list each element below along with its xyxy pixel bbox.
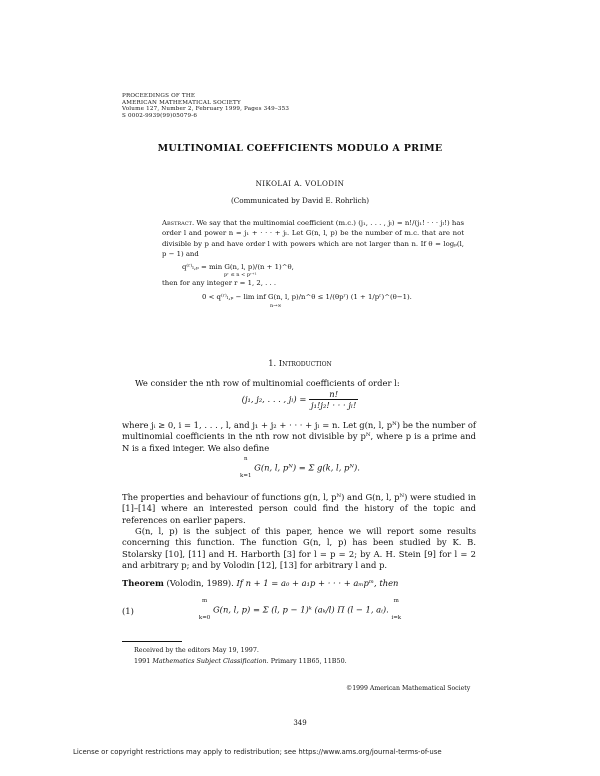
abstract-label: Abstract. (162, 219, 195, 227)
abstract-formula-2-main: 0 < q⁽ʳ⁾ₗ,ₚ − lim inf G(n, l, p)/n^θ ≤ 1/(θpʳ) (1 + 1/pʳ)^(θ−1). (202, 293, 412, 302)
equation-multinomial (0, 389, 600, 410)
author-name: NIKOLAI A. VOLODIN (255, 179, 345, 188)
section-title: Introduction (278, 358, 332, 368)
communicated-by: (Communicated by David E. Rohrlich) (230, 196, 370, 205)
equation-1-main: G(n, l, p) = Σ (l, p − 1)ᵏ (aₖ/l) Π (l − 1, aᵢ). (212, 604, 389, 615)
equation-1-tag: (1) (122, 606, 134, 616)
equation-1-prod-lower: i=k (391, 615, 402, 621)
abstract-formula-2-sub: n→∞ (270, 302, 282, 309)
abstract (162, 218, 464, 309)
equation-G-main: G(n, l, pᴺ) = Σ g(k, l, pᴺ). (254, 462, 360, 473)
abstract-text-1: We say that the multinomial coefficient (m.c.) (j₁, . . . , jₗ) = n!/(j₁! · · · jₗ!) has order l and power n = j₁ + · · · + jₗ. Let G(n, l, p) be the number of m.c. that are not divisible by p and have order l with powers which are not larger than n. If θ = logₚ(l, p − 1) and (162, 219, 464, 259)
abstract-text-2: then for any integer r = 1, 2, . . . (162, 279, 277, 288)
paragraph-1: We consider the nth row of multinomial coefficients of order l: (135, 378, 400, 388)
equation-1-prod-upper: m (393, 598, 399, 604)
abstract-formula-1 (162, 262, 464, 278)
equation-1 (0, 598, 600, 622)
equation-1-prod-limits (391, 598, 401, 622)
footnote-msc-codes: Primary 11B65, 11B50. (270, 657, 347, 665)
paper-title: MULTINOMIAL COEFFICIENTS MODULO A PRIME (157, 143, 443, 154)
section-number: 1. (268, 358, 277, 368)
equation-G-sum-upper: n (244, 456, 248, 462)
equation-G-sum-lower: k=1 (240, 473, 252, 479)
equation-multinomial-numerator: n! (309, 389, 358, 400)
theorem-label: Theorem (122, 578, 164, 588)
equation-1-sum-limits (199, 598, 210, 622)
footnote-rule (122, 641, 182, 642)
copyright-notice: ©1999 American Mathematical Society (346, 685, 471, 692)
paragraph-4: G(n, l, p) is the subject of this paper, hence we will report some results concerning this function. The function G(n, l, p) has been studied by K. B. Stolarsky [10], [11] and H. Harborth [3] for l = p = 2; by A. H. Stein [9] for l = 2 and arbitrary p; and by Volodin [12], [13] for arbitrary l and p. (122, 526, 476, 570)
equation-multinomial-fraction (309, 389, 358, 410)
abstract-formula-2 (162, 292, 464, 308)
theorem-statement (122, 578, 476, 589)
footnote-msc-year: 1991 (134, 657, 151, 665)
footnote-received: Received by the editors May 19, 1997. (134, 646, 259, 654)
footnote-msc (134, 657, 347, 665)
paragraph-2: where jᵢ ≥ 0, i = 1, . . . , l, and j₁ + j₂ + · · · + jₗ = n. Let g(n, l, pᴺ) be the number of multinomial coefficients in the nth row not divisible by pᴺ, where p is a prime and N is a fixed integer. We also define (122, 420, 476, 453)
license-notice: License or copyright restrictions may apply to redistribution; see https://www.ams.org/journal-terms-of-use (73, 748, 442, 756)
equation-multinomial-denominator: j₁!j₂! · · · jₗ! (311, 400, 357, 410)
abstract-formula-1-main: q⁽ʳ⁾ₗ,ₚ = min G(n, l, p)/(n + 1)^θ, (182, 262, 294, 271)
paragraph-3: The properties and behaviour of functions g(n, l, pᴺ) and G(n, l, pᴺ) were studied in [1]–[14] where an interested person could find the history of the topic and references on earlier papers. (122, 492, 476, 525)
theorem-attribution: (Volodin, 1989). (166, 578, 234, 588)
equation-multinomial-lhs: (j₁, j₂, . . . , jₗ) = (241, 394, 307, 404)
equation-G-limits (240, 456, 251, 480)
issn: S 0002-9939(99)05079-6 (122, 112, 198, 119)
section-heading (0, 358, 600, 368)
journal-name-line2: AMERICAN MATHEMATICAL SOCIETY (122, 99, 241, 106)
equation-1-sum-lower: k=0 (198, 615, 211, 621)
journal-header (122, 93, 289, 119)
equation-1-sum-upper: m (201, 598, 208, 604)
footnote-msc-label: Mathematics Subject Classification. (152, 657, 269, 665)
equation-G-definition (0, 456, 600, 480)
theorem-text: If n + 1 = a₀ + a₁p + · · · + aₘpᵐ, then (236, 578, 399, 588)
page-number: 349 (293, 719, 307, 727)
journal-name-line1: PROCEEDINGS OF THE (122, 93, 196, 99)
volume-info: Volume 127, Number 2, February 1999, Pages 349–353 (122, 106, 290, 113)
abstract-formula-1-sub: pʳ ≤ n < pʳ⁺¹ (224, 272, 257, 279)
